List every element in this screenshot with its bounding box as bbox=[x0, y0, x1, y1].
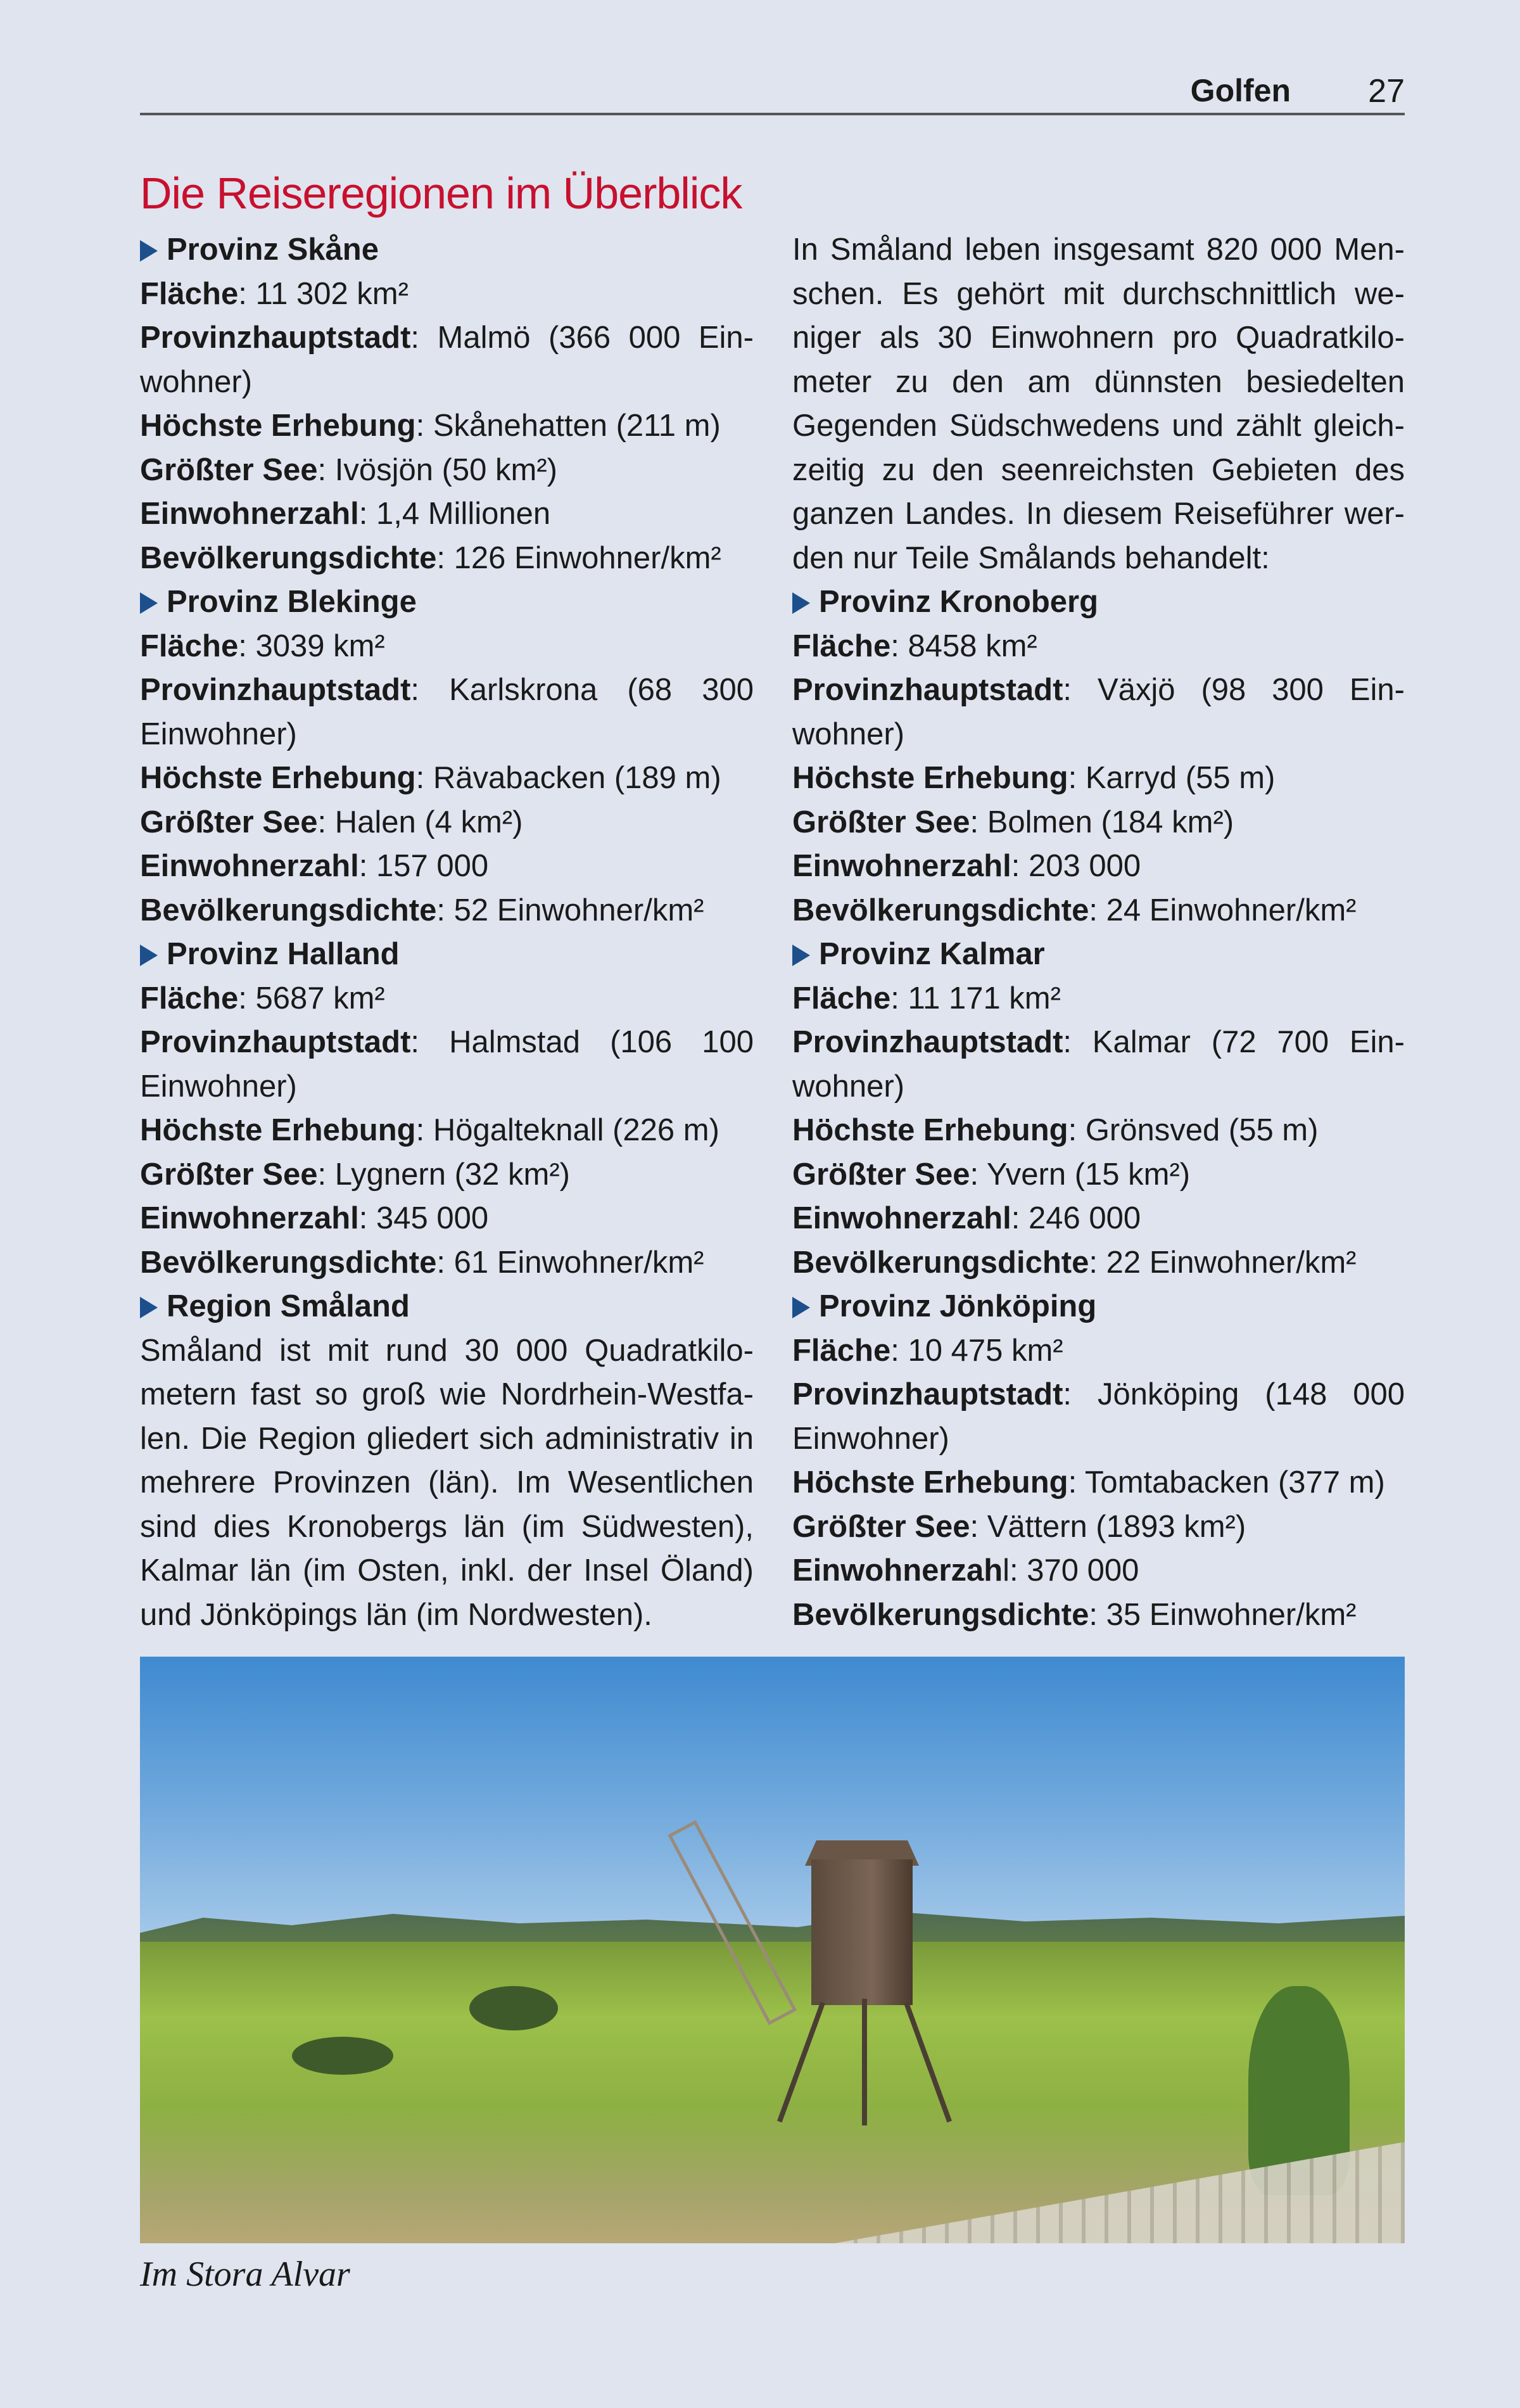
text-line bbox=[140, 492, 754, 537]
text-line bbox=[792, 1065, 1405, 1109]
field-value: : 61 Einwohner/km² bbox=[436, 1245, 704, 1280]
text-line bbox=[792, 756, 1405, 801]
field-label: Provinzhauptstadt bbox=[140, 321, 411, 355]
field-label: Einwohnerzahl bbox=[792, 849, 1011, 883]
field-value: zeitig zu den seenreichsten Gebieten des bbox=[792, 452, 1405, 487]
text-line bbox=[140, 537, 754, 581]
field-label: Höchste Erhebung bbox=[792, 1465, 1068, 1500]
field-value: Einwohner) bbox=[792, 1421, 949, 1456]
field-value: : 22 Einwohner/km² bbox=[1089, 1245, 1357, 1280]
field-label: Fläche bbox=[140, 276, 239, 311]
section-heading bbox=[140, 580, 754, 625]
text-line bbox=[792, 404, 1405, 449]
field-value: : 157 000 bbox=[358, 849, 489, 883]
field-value: meter zu den am dünnsten besiedelten bbox=[792, 364, 1405, 399]
field-value: : Karryd (55 m) bbox=[1068, 761, 1276, 795]
heading-label: Provinz Kronoberg bbox=[819, 585, 1099, 619]
field-label: Fläche bbox=[792, 628, 891, 663]
text-line bbox=[792, 1241, 1405, 1285]
text-line bbox=[140, 1549, 754, 1593]
text-line bbox=[140, 1417, 754, 1462]
page-title: Die Reiseregionen im Überblick bbox=[140, 168, 742, 218]
section-heading bbox=[140, 933, 754, 977]
field-label: Größter See bbox=[140, 452, 318, 487]
running-head bbox=[140, 70, 1405, 115]
text-line bbox=[140, 625, 754, 669]
bush bbox=[469, 1986, 558, 2030]
field-label: Provinzhauptstadt bbox=[792, 1377, 1063, 1411]
triangle-bullet-icon bbox=[140, 945, 158, 966]
field-value: : Malmö (366 000 Ein- bbox=[410, 321, 754, 355]
text-line bbox=[792, 977, 1405, 1021]
text-line bbox=[140, 889, 754, 933]
text-line bbox=[140, 1065, 754, 1109]
triangle-bullet-icon bbox=[140, 592, 158, 614]
page-number: 27 bbox=[1368, 73, 1405, 110]
text-line bbox=[792, 492, 1405, 537]
text-line bbox=[140, 844, 754, 889]
field-label: Provinzhauptstadt bbox=[792, 673, 1063, 707]
text-line bbox=[792, 1505, 1405, 1550]
text-line bbox=[140, 1461, 754, 1505]
text-line bbox=[140, 668, 754, 713]
field-value: Einwohner) bbox=[140, 1069, 297, 1104]
windmill-leg bbox=[862, 1999, 867, 2125]
field-label: Einwohnerzahl bbox=[140, 1201, 359, 1235]
text-line bbox=[140, 756, 754, 801]
text-line bbox=[792, 1153, 1405, 1197]
field-label: Höchste Erhebung bbox=[140, 1113, 416, 1147]
text-line bbox=[792, 1549, 1405, 1593]
field-value: Kalmar län (im Osten, inkl. der Insel Öland) bbox=[140, 1553, 754, 1588]
field-value: wohner) bbox=[140, 364, 253, 399]
field-value: : 8458 km² bbox=[890, 628, 1037, 663]
field-label: Größter See bbox=[792, 1157, 970, 1192]
text-line bbox=[792, 537, 1405, 581]
section-heading bbox=[140, 228, 754, 272]
heading-label: Provinz Blekinge bbox=[167, 585, 417, 619]
triangle-bullet-icon bbox=[140, 1297, 158, 1318]
field-label: Fläche bbox=[140, 981, 239, 1016]
field-value: : 246 000 bbox=[1011, 1201, 1141, 1235]
text-line bbox=[140, 1109, 754, 1153]
right-column bbox=[792, 228, 1405, 1637]
windmill-photo bbox=[140, 1657, 1405, 2243]
text-line bbox=[792, 889, 1405, 933]
field-value: : 10 475 km² bbox=[890, 1333, 1063, 1368]
text-line bbox=[792, 1461, 1405, 1505]
text-line bbox=[792, 844, 1405, 889]
field-label: Einwohnerzahl bbox=[792, 1201, 1011, 1235]
field-label: Provinzhauptstadt bbox=[140, 1025, 411, 1059]
field-label: Bevölkerungsdichte bbox=[140, 893, 437, 927]
field-value: : Grönsved (55 m) bbox=[1068, 1113, 1319, 1147]
field-value: Einwohner) bbox=[140, 717, 297, 751]
field-label: Höchste Erhebung bbox=[792, 761, 1068, 795]
field-label: Fläche bbox=[140, 628, 239, 663]
field-value: Gegenden Südschwedens und zählt gleich- bbox=[792, 409, 1405, 443]
text-line bbox=[792, 449, 1405, 493]
field-value: : Halen (4 km²) bbox=[317, 805, 523, 839]
field-label: Fläche bbox=[792, 1333, 891, 1368]
field-label: Bevölkerungsdichte bbox=[792, 893, 1089, 927]
field-value: : Ivösjön (50 km²) bbox=[317, 452, 557, 487]
text-line bbox=[140, 1593, 754, 1638]
field-value: : Kalmar (72 700 Ein- bbox=[1063, 1025, 1405, 1059]
field-value: : 52 Einwohner/km² bbox=[436, 893, 704, 927]
text-line bbox=[140, 316, 754, 360]
field-label: Bevölkerungsdichte bbox=[792, 1245, 1089, 1280]
text-line bbox=[792, 1329, 1405, 1373]
text-line bbox=[140, 977, 754, 1021]
text-line bbox=[792, 668, 1405, 713]
triangle-bullet-icon bbox=[792, 945, 810, 966]
text-line bbox=[140, 713, 754, 757]
field-value: : Växjö (98 300 Ein- bbox=[1063, 673, 1405, 707]
field-value: : Skånehatten (211 m) bbox=[415, 409, 721, 443]
field-value: : 35 Einwohner/km² bbox=[1089, 1597, 1357, 1632]
text-line bbox=[792, 625, 1405, 669]
field-value: : 1,4 Millionen bbox=[358, 497, 551, 531]
field-value: : 126 Einwohner/km² bbox=[436, 540, 721, 575]
text-line bbox=[792, 272, 1405, 317]
triangle-bullet-icon bbox=[792, 592, 810, 614]
field-label: Größter See bbox=[140, 1157, 318, 1192]
left-column bbox=[140, 228, 754, 1637]
windmill bbox=[811, 1859, 913, 2005]
heading-label: Region Småland bbox=[167, 1289, 410, 1323]
field-label: Höchste Erhebung bbox=[792, 1113, 1068, 1147]
text-line bbox=[140, 404, 754, 449]
heading-label: Provinz Halland bbox=[167, 937, 400, 971]
field-label: Fläche bbox=[792, 981, 891, 1016]
field-label: Größter See bbox=[792, 1509, 970, 1544]
field-value: metern fast so groß wie Nordrhein-Westfa- bbox=[140, 1377, 754, 1411]
section-heading bbox=[792, 933, 1405, 977]
text-line bbox=[140, 1241, 754, 1285]
field-value: : 24 Einwohner/km² bbox=[1089, 893, 1357, 927]
bush bbox=[292, 2037, 393, 2075]
triangle-bullet-icon bbox=[792, 1297, 810, 1318]
heading-label: Provinz Kalmar bbox=[819, 937, 1045, 971]
text-line bbox=[792, 1021, 1405, 1065]
field-value: ganzen Landes. In diesem Reiseführer wer- bbox=[792, 497, 1405, 531]
text-line bbox=[792, 713, 1405, 757]
field-value: : Bolmen (184 km²) bbox=[970, 805, 1234, 839]
field-value: niger als 30 Einwohnern pro Quadratkilo- bbox=[792, 321, 1405, 355]
field-value: : Jönköping (148 000 bbox=[1063, 1377, 1405, 1411]
text-line bbox=[792, 1417, 1405, 1462]
field-label: Größter See bbox=[140, 805, 318, 839]
text-line bbox=[140, 1153, 754, 1197]
heading-label: Provinz Jönköping bbox=[819, 1289, 1097, 1323]
field-label: Einwohnerzahl bbox=[140, 497, 359, 531]
text-line bbox=[792, 801, 1405, 845]
field-label: Bevölkerungsdichte bbox=[792, 1597, 1089, 1632]
field-label: Provinzhauptstadt bbox=[140, 673, 411, 707]
field-value: mehrere Provinzen (län). Im Wesentlichen bbox=[140, 1465, 754, 1500]
section-title: Golfen bbox=[1190, 73, 1291, 108]
text-line bbox=[140, 1505, 754, 1550]
text-line bbox=[140, 1197, 754, 1241]
field-value: : 3039 km² bbox=[238, 628, 385, 663]
section-heading bbox=[792, 1285, 1405, 1329]
field-value: sind dies Kronobergs län (im Südwesten), bbox=[140, 1509, 754, 1544]
field-label: Provinzhauptstadt bbox=[792, 1025, 1063, 1059]
field-value: : 11 302 km² bbox=[238, 276, 408, 311]
field-label: Höchste Erhebung bbox=[140, 761, 416, 795]
field-value: In Småland leben insgesamt 820 000 Men- bbox=[792, 233, 1405, 267]
text-line bbox=[792, 316, 1405, 360]
section-heading bbox=[140, 1285, 754, 1329]
field-value: : Halmstad (106 100 bbox=[410, 1025, 754, 1059]
field-label: Größter See bbox=[792, 805, 970, 839]
triangle-bullet-icon bbox=[140, 240, 158, 262]
field-value: wohner) bbox=[792, 1069, 905, 1104]
text-line bbox=[140, 360, 754, 405]
field-value: : Högalteknall (226 m) bbox=[415, 1113, 719, 1147]
text-line bbox=[792, 1109, 1405, 1153]
field-label: Höchste Erhebung bbox=[140, 409, 416, 443]
text-line bbox=[792, 1593, 1405, 1638]
field-label: Einwohnerzah bbox=[792, 1553, 1003, 1588]
text-line bbox=[140, 1021, 754, 1065]
field-value: : 5687 km² bbox=[238, 981, 385, 1016]
photo-caption: Im Stora Alvar bbox=[140, 2255, 350, 2294]
field-value: schen. Es gehört mit durchschnittlich we- bbox=[792, 276, 1405, 311]
field-value: den nur Teile Smålands behandelt: bbox=[792, 540, 1270, 575]
text-line bbox=[792, 360, 1405, 405]
field-value: : 203 000 bbox=[1011, 849, 1141, 883]
field-label: Bevölkerungsdichte bbox=[140, 1245, 437, 1280]
field-value: : 11 171 km² bbox=[890, 981, 1061, 1016]
heading-label: Provinz Skåne bbox=[167, 233, 379, 267]
field-value: Småland ist mit rund 30 000 Quadratkilo- bbox=[140, 1333, 754, 1368]
field-label: Bevölkerungsdichte bbox=[140, 540, 437, 575]
field-label: Einwohnerzahl bbox=[140, 849, 359, 883]
text-line bbox=[140, 449, 754, 493]
field-value: : Vättern (1893 km²) bbox=[970, 1509, 1246, 1544]
field-value: : Yvern (15 km²) bbox=[970, 1157, 1191, 1192]
field-value: l: 370 000 bbox=[1003, 1553, 1139, 1588]
field-value: : Tomtabacken (377 m) bbox=[1068, 1465, 1385, 1500]
field-value: : 345 000 bbox=[358, 1201, 489, 1235]
text-line bbox=[792, 228, 1405, 272]
field-value: : Lygnern (32 km²) bbox=[317, 1157, 570, 1192]
text-line bbox=[140, 272, 754, 317]
text-line bbox=[792, 1373, 1405, 1417]
text-line bbox=[140, 1329, 754, 1373]
text-line bbox=[140, 1373, 754, 1417]
field-value: : Rävabacken (189 m) bbox=[415, 761, 721, 795]
field-value: len. Die Region gliedert sich administrativ in bbox=[140, 1421, 754, 1456]
section-heading bbox=[792, 580, 1405, 625]
field-value: und Jönköpings län (im Nordwesten). bbox=[140, 1597, 652, 1632]
field-value: wohner) bbox=[792, 717, 905, 751]
text-line bbox=[792, 1197, 1405, 1241]
field-value: : Karlskrona (68 300 bbox=[410, 673, 754, 707]
text-line bbox=[140, 801, 754, 845]
